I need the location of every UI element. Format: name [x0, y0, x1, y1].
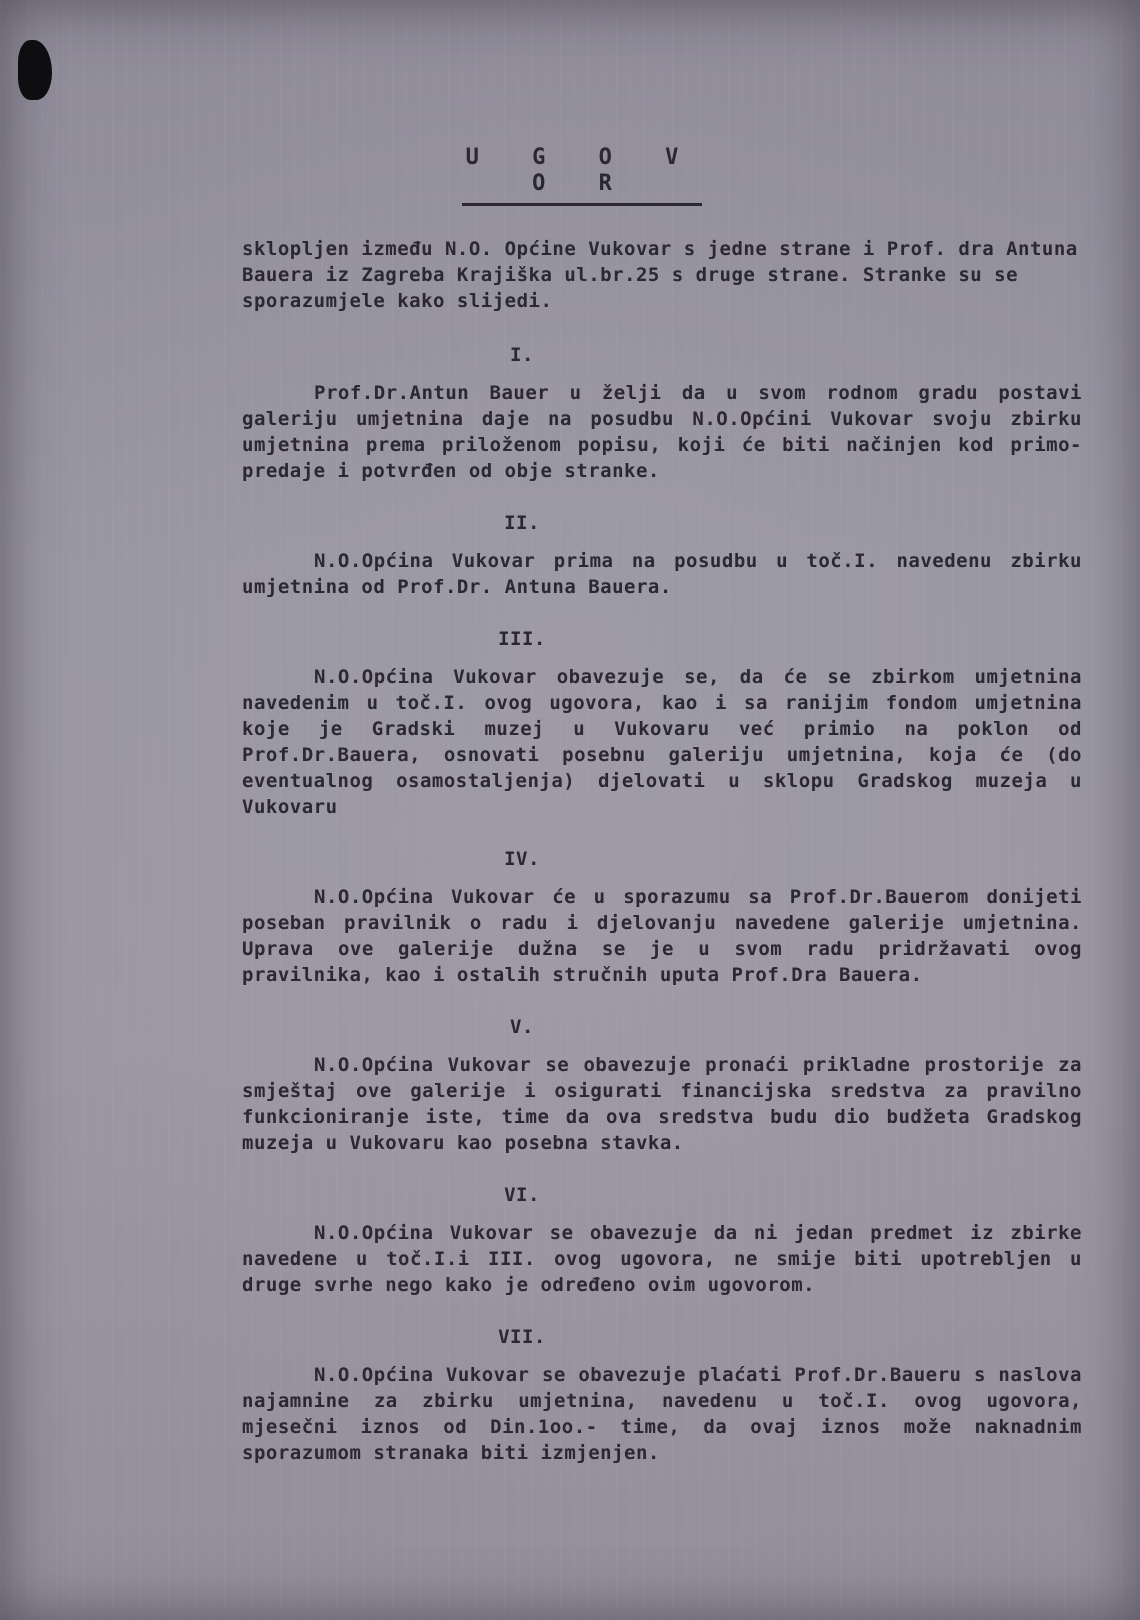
section-numeral: I.: [510, 344, 534, 366]
section-text: N.O.Općina Vukovar prima na posudbu u toč.I. navedenu zbirku umjetnina od Prof.Dr. Antuna Bauera.: [242, 550, 1082, 598]
section-text: N.O.Općina Vukovar obavezuje se, da će se zbirkom umjetnina navedenim u toč.I. ovog ugovora, kao i sa ranijim fondom umjetnina koje je Gradski muzej u Vukovaru već primio na poklon od Prof.Dr.Bauera, osnovati posebnu galeriju umjetnina, koja će (do eventualnog osamostaljenja) djelovati u sklopu Gradskog muzeja u Vukovaru: [242, 666, 1082, 818]
section-6: [242, 1182, 1082, 1298]
section-3: [242, 626, 1082, 820]
section-text: N.O.Općina Vukovar će u sporazumu sa Prof.Dr.Bauerom donijeti poseban pravilnik o radu i djelovanju navedene galerije umjetnina. Uprava ove galerije dužna se je u svom radu pridržavati ovog pravilnika, kao i ostalih stručnih uputa Prof.Dra Bauera.: [242, 886, 1082, 986]
section-2: [242, 510, 1082, 600]
section-1: [242, 342, 1082, 484]
section-numeral: VII.: [498, 1326, 546, 1348]
section-numeral: V.: [510, 1016, 534, 1038]
section-4: [242, 846, 1082, 988]
section-text: N.O.Općina Vukovar se obavezuje pronaći prikladne prostorije za smještaj ove galerije i osigurati financijska sredstva za pravilno funkcioniranje iste, time da ova sredstva budu dio budžeta Gradskog muzeja u Vukovaru kao posebna stavka.: [242, 1054, 1082, 1154]
section-numeral: IV.: [504, 848, 540, 870]
section-5: [242, 1014, 1082, 1156]
edge-stain: [18, 40, 52, 100]
section-text: Prof.Dr.Antun Bauer u želji da u svom rodnom gradu postavi galeriju umjetnina daje na posudbu N.O.Općini Vukovar svoju zbirku umjetnina prema priloženom popisu, koji će biti načinjen kod primo-predaje i potvrđen od obje stranke.: [242, 382, 1082, 482]
contract-document: [242, 145, 1082, 1492]
section-numeral: VI.: [504, 1184, 540, 1206]
section-text: N.O.Općina Vukovar se obavezuje da ni jedan predmet iz zbirke navedene u toč.I.i III. ovog ugovora, ne smije biti upotrebljen u druge svrhe nego kako je određeno ovim ugovorom.: [242, 1222, 1082, 1296]
section-text: N.O.Općina Vukovar se obavezuje plaćati Prof.Dr.Baueru s naslova najamnine za zbirku umjetnina, navedenu u toč.I. ovog ugovora, mjesečni iznos od Din.1oo.- time, da ovaj iznos može naknadnim sporazumom stranaka biti izmjenjen.: [242, 1364, 1082, 1464]
section-7: [242, 1324, 1082, 1466]
section-numeral: III.: [498, 628, 546, 650]
document-title: U G O V O R: [462, 145, 702, 206]
intro-paragraph: sklopljen između N.O. Općine Vukovar s jedne strane i Prof. dra Antuna Bauera iz Zagreba Krajiška ul.br.25 s druge strane. Stranke su se sporazumjele kako slijedi.: [242, 238, 1078, 312]
section-numeral: II.: [504, 512, 540, 534]
